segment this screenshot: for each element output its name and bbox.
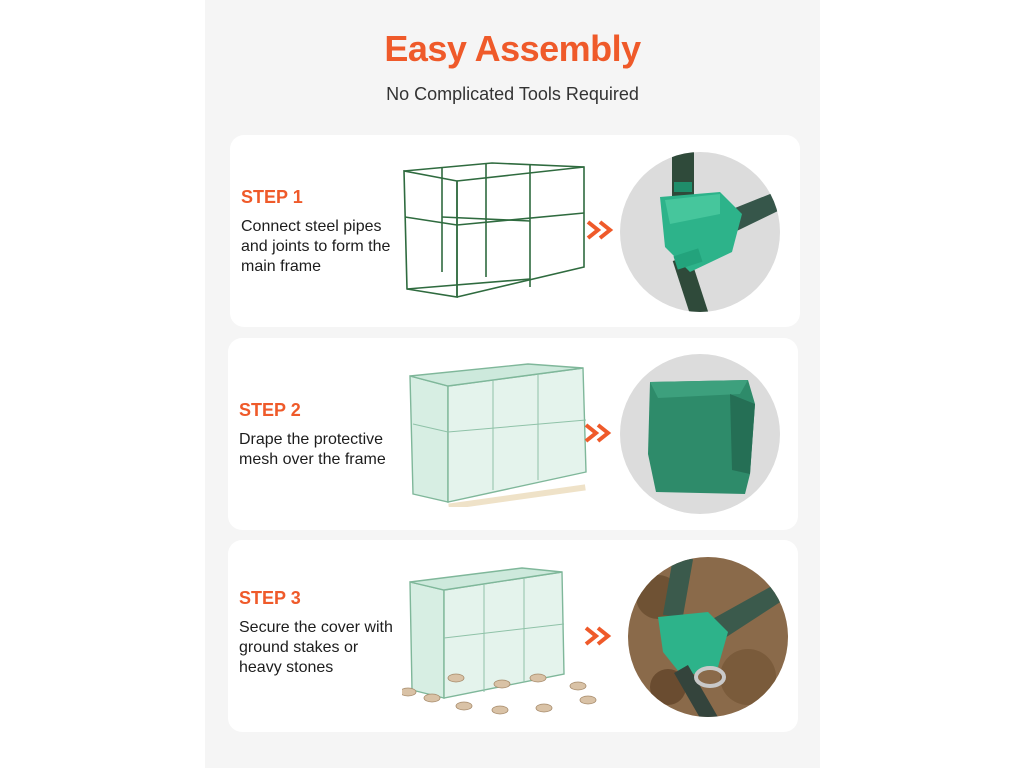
chevron-right-icon (584, 423, 616, 443)
ground-stake-closeup (628, 557, 788, 717)
step-3-label: STEP 3 (239, 588, 301, 608)
bare-frame-illustration (402, 157, 587, 302)
step-card-1 (230, 135, 800, 327)
step-2-description: Drape the protective mesh over the frame (239, 431, 386, 468)
step-1-description: Connect steel pipes and joints to form the main frame (241, 218, 391, 275)
chevron-right-icon (586, 220, 618, 240)
step-card-2 (228, 338, 798, 530)
step-card-3 (228, 540, 798, 732)
mesh-covered-frame-illustration (408, 362, 593, 507)
step-3-description: Secure the cover with ground stakes or heavy stones (239, 619, 393, 676)
step-2-label: STEP 2 (239, 400, 301, 420)
chevron-right-icon (584, 626, 616, 646)
pipe-joint-closeup (620, 152, 780, 312)
step-1-label: STEP 1 (241, 187, 303, 207)
content-panel (205, 0, 820, 768)
page-title: Easy Assembly (384, 28, 641, 69)
secured-greenhouse-illustration (402, 566, 597, 716)
page-subtitle: No Complicated Tools Required (386, 84, 639, 104)
mesh-cover-closeup (620, 354, 780, 514)
